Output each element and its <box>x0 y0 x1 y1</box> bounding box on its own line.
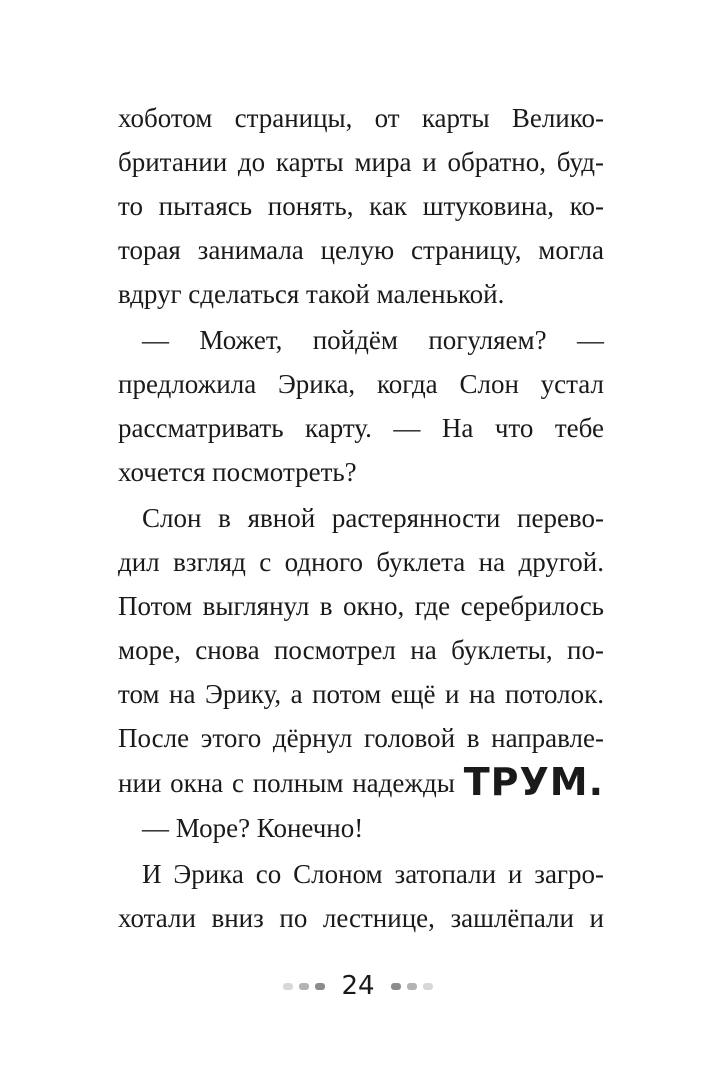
text-line: море, снова посмотрел на буклеты, по- <box>118 635 604 665</box>
text-line: том на Эрику, а потом ещё и на потолок. <box>118 679 604 709</box>
text-line: британии до карты мира и обратно, буд- <box>118 147 604 177</box>
decorative-dot-icon <box>391 983 401 990</box>
text-line: предложила Эрика, когда Слон устал <box>118 369 604 399</box>
sound-word: ТРУМ. <box>463 760 605 804</box>
text-line: Потом выглянул в окно, где серебрилось <box>118 591 604 621</box>
text-line: дил взгляд с одного буклета на другой. <box>118 547 604 577</box>
text-line: хочется посмотреть? <box>118 457 357 487</box>
text-line: Слон в явной растерянности перево- <box>142 503 604 533</box>
decorative-dot-icon <box>407 983 417 990</box>
text-line: то пытаясь понять, как штуковина, ко- <box>118 191 604 221</box>
text-line: вдруг сделаться такой маленькой. <box>118 279 505 309</box>
text-line: — Может, пойдём погуляем? — <box>142 325 604 355</box>
text-line: рассматривать карту. — На что тебе <box>118 413 604 443</box>
decorative-dot-icon <box>299 983 309 990</box>
text-line: И Эрика со Слоном затопали и загро- <box>142 859 604 889</box>
text-line: торая занимала целую страницу, могла <box>118 235 604 265</box>
text-line: После этого дёрнул головой в направле- <box>118 723 604 753</box>
text-line: хотали вниз по лестнице, зашлёпали и <box>118 903 604 933</box>
page-number: 24 <box>341 971 375 1001</box>
decorative-dot-icon <box>423 983 433 990</box>
decorative-dot-icon <box>315 983 325 990</box>
text-line-part: нии окна с полным надежды <box>118 768 455 798</box>
text-line-with-sound <box>118 760 604 804</box>
decorative-dot-icon <box>283 983 293 990</box>
text-line: хоботом страницы, от карты Велико- <box>118 103 604 133</box>
text-line: — Море? Конечно! <box>142 813 364 843</box>
page-footer <box>0 966 716 1006</box>
